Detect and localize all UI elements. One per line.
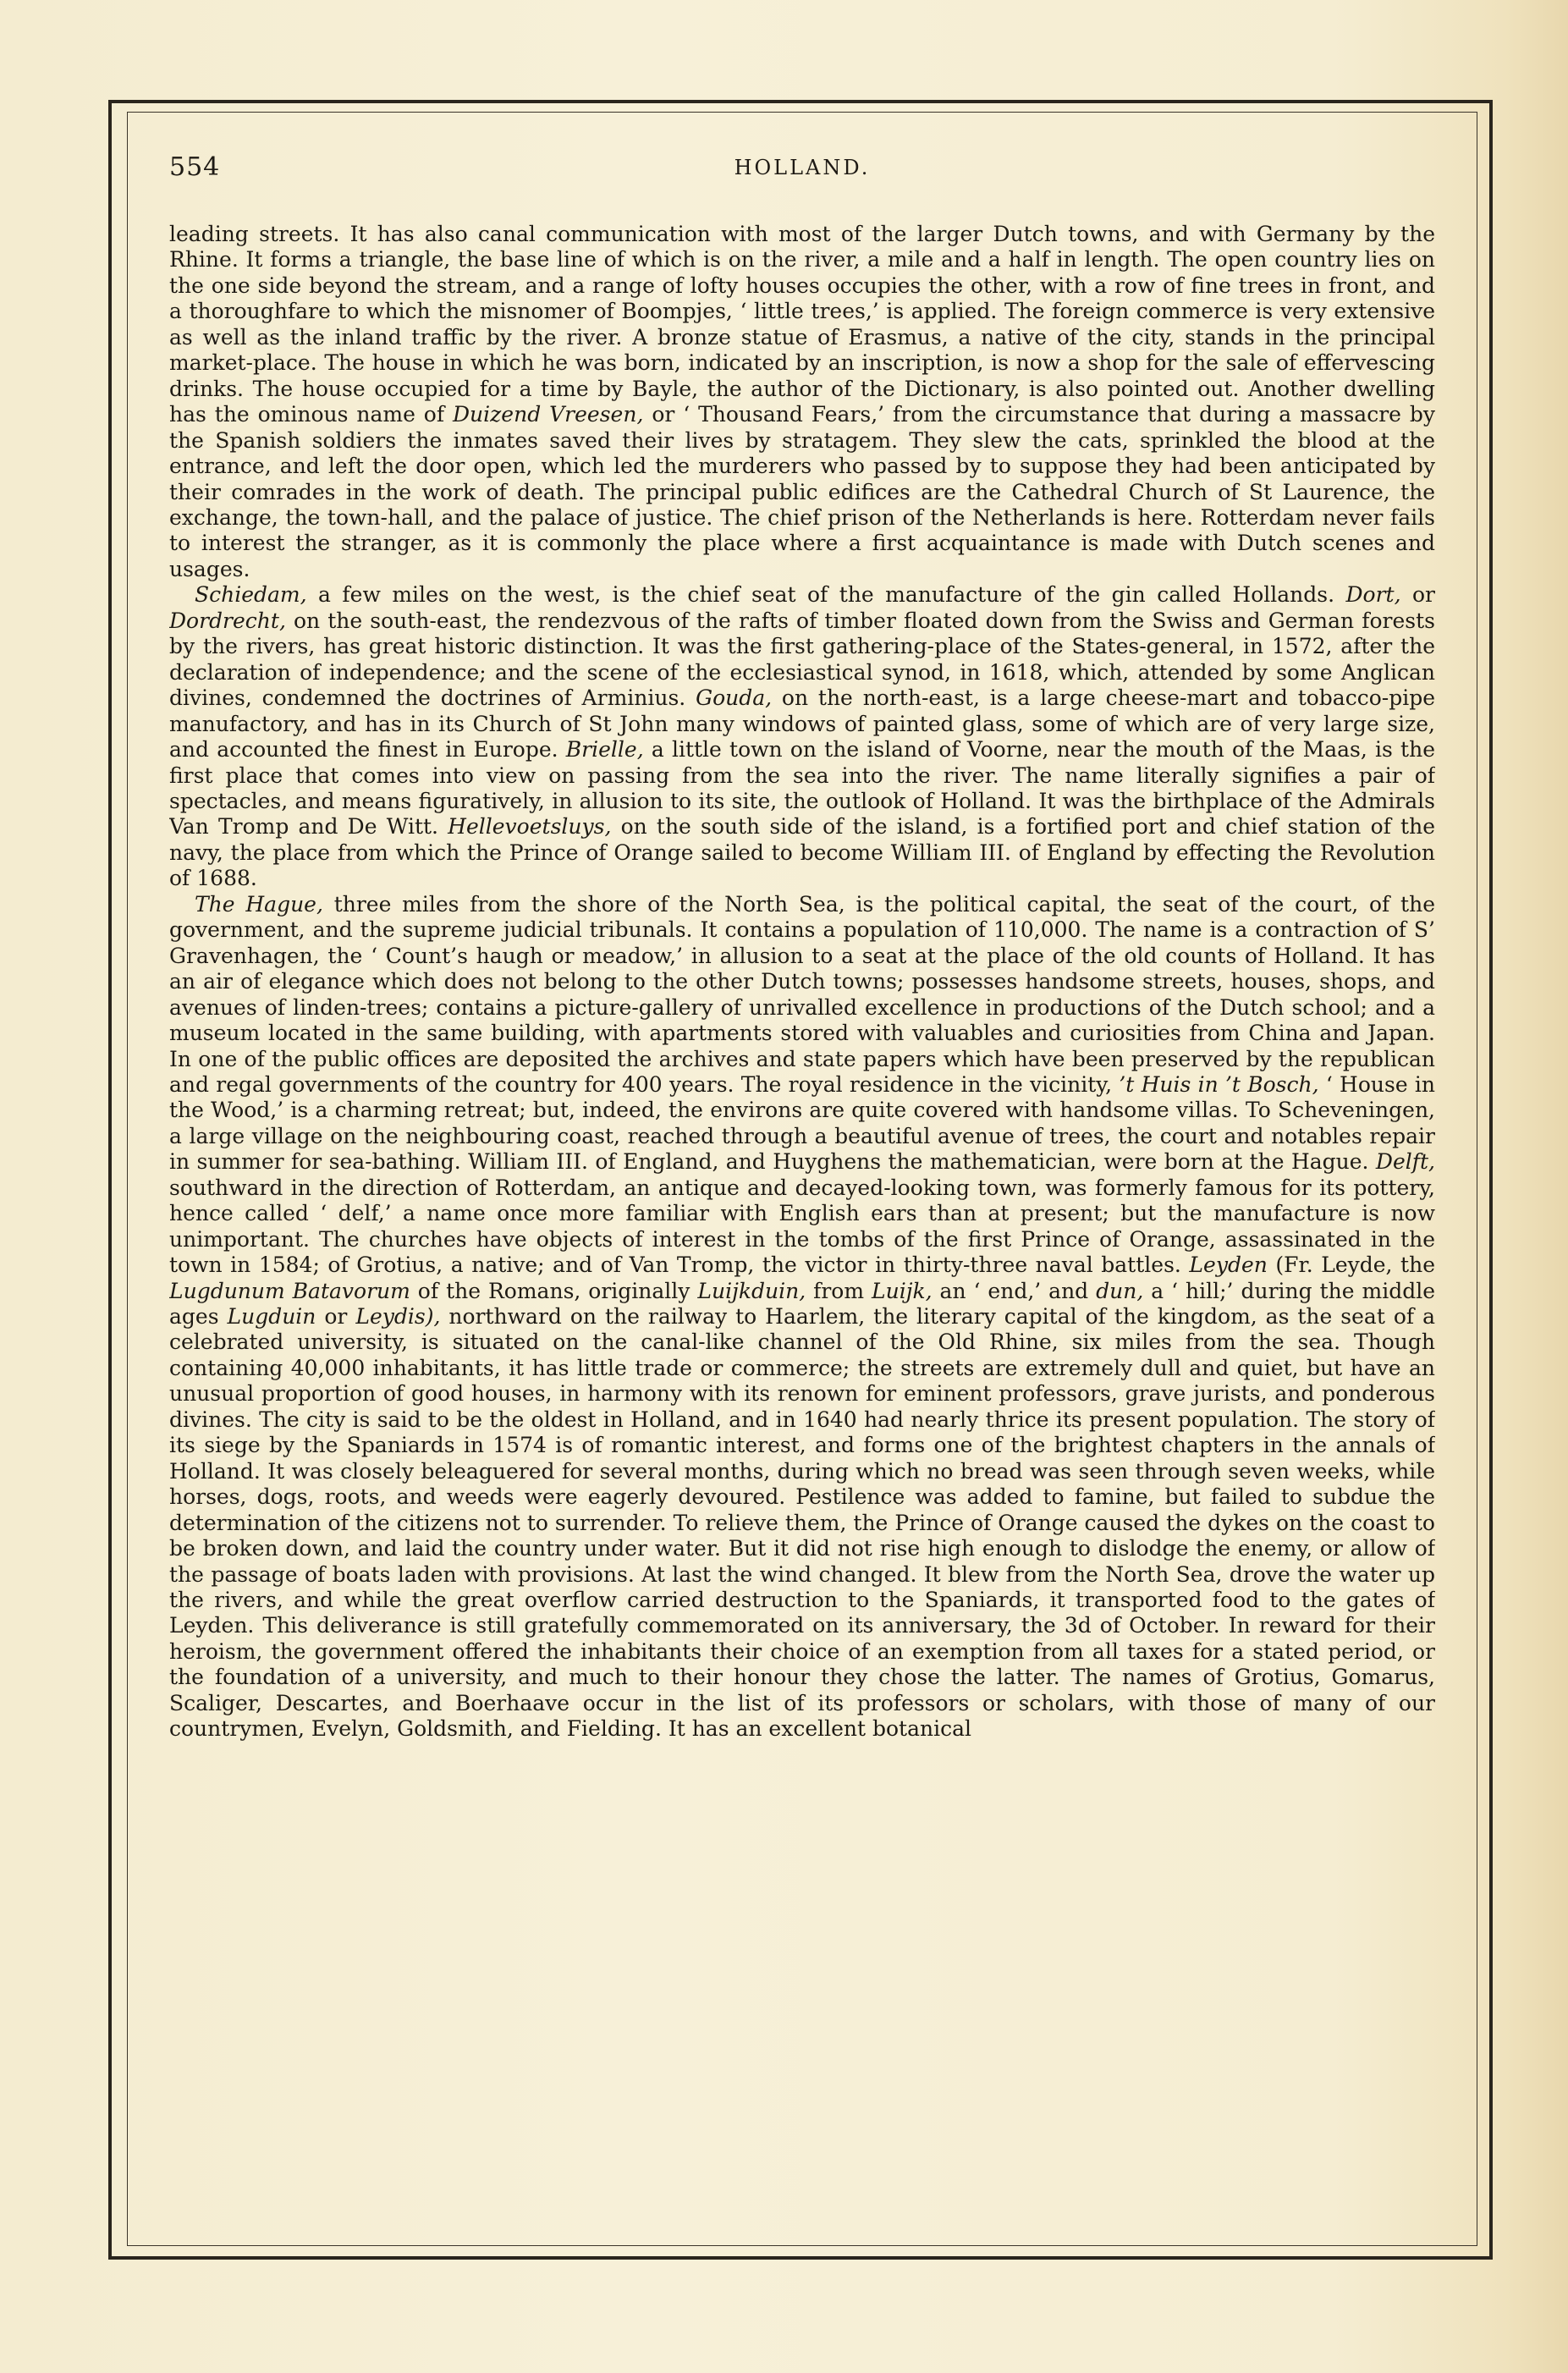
text-segment: (Fr. Leyde, the [1267,1253,1435,1278]
italic-term: dun, [1096,1278,1144,1303]
page-number: 554 [169,152,221,182]
italic-term: Lugdunum Batavorum [169,1278,410,1303]
italic-term: Luijk, [872,1278,933,1303]
italic-term: Leydis), [355,1304,441,1330]
text-segment: of the Romans, originally [410,1278,698,1303]
italic-term: Delft, [1375,1149,1435,1175]
italic-term: Brielle, [565,737,644,763]
text-segment: on the south side of the island, is a fortified port and chief station of the navy, the place from which the Prince of Orange sailed to become William III. of England by effecting the Revolution of 1688. [169,814,1435,891]
text-segment: or [316,1304,356,1330]
text-segment: three miles from the shore of the North Sea, is the political capital, the seat of the court, of the government, and the supreme judicial tribunals. It contains a population of 110,000. The name is a contraction of S’ Gravenhagen, the ‘ Count’s haugh or meadow,’ in allusion to a seat at the place of the old counts of Holland. It has an air of elegance which does not belong to the other Dutch towns; possesses handsome streets, houses, shops, and avenues of linden-trees; contains a picture-gallery of unrivalled excellence in productions of the Dutch school; and a museum located in the same building, with apartments stored with valuables and curiosities from China and Japan. In one of the public offices are deposited the archives and state papers which have been preserved by the republican and regal governments of the country for 400 years. The royal residence in the vicinity, [169,891,1435,1097]
text-segment: ‘ House in the Wood,’ is a charming retreat; but, indeed, the environs are quite covered with handsome villas. To Scheveningen, a large village on the neighbouring coast, reached through a beautiful avenue of trees, the court and notables repair in summer for sea-bathing. William III. of England, and Huyghens the mathematician, were born at the Hague. [169,1071,1435,1175]
running-head: HOLLAND. [734,156,871,179]
text-segment: on the north-east, is a large cheese-mart and tobacco-pipe manufactory, and has in its Church of St John many windows of painted glass, some of which are of very large size, and accounted the finest in Europe. [169,685,1435,763]
text-segment: a ‘ hill;’ during the middle ages [169,1278,1435,1330]
paragraph-schiedam [169,582,1435,891]
text-segment: an ‘ end,’ and [932,1278,1097,1303]
italic-term: Lugduin [227,1304,316,1330]
italic-term: Schiedam, [195,582,307,608]
italic-term: Hellevoetsluys, [448,814,612,840]
paragraph-hague [169,892,1435,1743]
text-segment: a few miles on the west, is the chief seat of the manufacture of the gin called Hollands. [306,582,1346,608]
page-header [169,152,1435,195]
text-segment: or [1400,582,1435,608]
italic-term: ’t Huis in ’t Bosch, [1119,1071,1319,1097]
italic-term: Dort, [1345,582,1401,608]
italic-term: Gouda, [696,685,773,711]
italic-term: Leyden [1189,1253,1268,1278]
text-segment: on the south-east, the rendezvous of the rafts of timber floated down from the Swiss and German forests by the rivers, has great historic distinction. It was the first gathering-place of the States-general, in 1572, after the declaration of independence; and the scene of the ecclesiastical synod, in 1618, which, attended by some Anglican divines, condemned the doctrines of Arminius. [169,608,1435,711]
body-text [169,222,1435,2227]
italic-term: Dordrecht, [169,608,286,633]
italic-term: Duizend Vreesen, [453,402,644,427]
text-segment: northward on the railway to Haarlem, the literary capital of the kingdom, as the seat of a celebrated university, is situated on the canal-like channel of the Old Rhine, six miles from the sea. Though containing 40,000 inhabitants, it has little trade or commerce; the streets are extremely dull and quiet, but have an unusual proportion of good houses, in harmony with its renown for eminent professors, grave jurists, and ponderous divines. The city is said to be the oldest in Holland, and in 1640 had nearly thrice its present population. The story of its siege by the Spaniards in 1574 is of romantic interest, and forms one of the brightest chapters in the annals of Holland. It was closely beleaguered for several months, during which no bread was seen through seven weeks, while horses, dogs, roots, and weeds were eagerly devoured. Pestilence was added to famine, but failed to subdue the determination of the citizens not to surrender. To relieve them, the Prince of Orange caused the dykes on the coast to be broken down, and laid the country under water. But it did not rise high enough to dislodge the enemy, or allow of the passage of boats laden with provisions. At last the wind changed. It blew from the North Sea, drove the water up the rivers, and while the great overflow carried destruction to the Spaniards, it transported food to the gates of Leyden. This deliverance is still gratefully commemorated on its anniversary, the 3d of October. In reward for their heroism, the government offered the inhabitants their choice of an exemption from all taxes for a stated period, or the foundation of a university, and much to their honour they chose the latter. The names of Grotius, Gomarus, Scaliger, Descartes, and Boerhaave occur in the list of its professors or scholars, with those of many of our countrymen, Evelyn, Goldsmith, and Fielding. It has an excellent botanical [169,1304,1435,1742]
text-segment: from [806,1278,872,1303]
italic-term: Luijkduin, [697,1278,806,1303]
italic-term: The Hague, [195,891,323,917]
paragraph-rotterdam [169,222,1435,582]
text-segment: leading streets. It has also canal communication with most of the larger Dutch towns, and with Germany by the Rhine. It forms a triangle, the base line of which is on the river, a mile and a half in length. The open country lies on the one side beyond the stream, and a range of lofty houses occupies the other, with a row of fine trees in front, and a thoroughfare to which the misnomer of Boompjes, ‘ little trees,’ is applied. The foreign commerce is very extensive as well as the inland traffic by the river. A bronze statue of Erasmus, a native of the city, stands in the principal market-place. The house in which he was born, indicated by an inscription, is now a shop for the sale of effervescing drinks. The house occupied for a time by Bayle, the author of the Dictionary, is also pointed out. Another dwelling has the ominous name of [169,222,1435,427]
text-segment: or ‘ Thousand Fears,’ from the circumstance that during a massacre by the Spanish soldiers the inmates saved their lives by stratagem. They slew the cats, sprinkled the blood at the entrance, and left the door open, which led the murderers who passed by to suppose they had been anticipated by their comrades in the work of death. The principal public edifices are the Cathedral Church of St Laurence, the exchange, the town-hall, and the palace of justice. The chief prison of the Netherlands is here. Rotterdam never fails to interest the stranger, as it is commonly the place where a first acquaintance is made with Dutch scenes and usages. [169,402,1435,581]
text-segment: a little town on the island of Voorne, near the mouth of the Maas, is the first place that comes into view on passing from the sea into the river. The name literally signifies a pair of spectacles, and means figuratively, in allusion to its site, the outlook of Holland. It was the birthplace of the Admirals Van Tromp and De Witt. [169,737,1435,840]
text-segment: southward in the direction of Rotterdam, an antique and decayed-looking town, was formerly famous for its pottery, hence called ‘ delf,’ a name once more familiar with English ears than at present; but the manufacture is now unimportant. The churches have objects of interest in the tombs of the first Prince of Orange, assassinated in the town in 1584; of Grotius, a native; and of Van Tromp, the victor in thirty-three naval battles. [169,1175,1435,1278]
